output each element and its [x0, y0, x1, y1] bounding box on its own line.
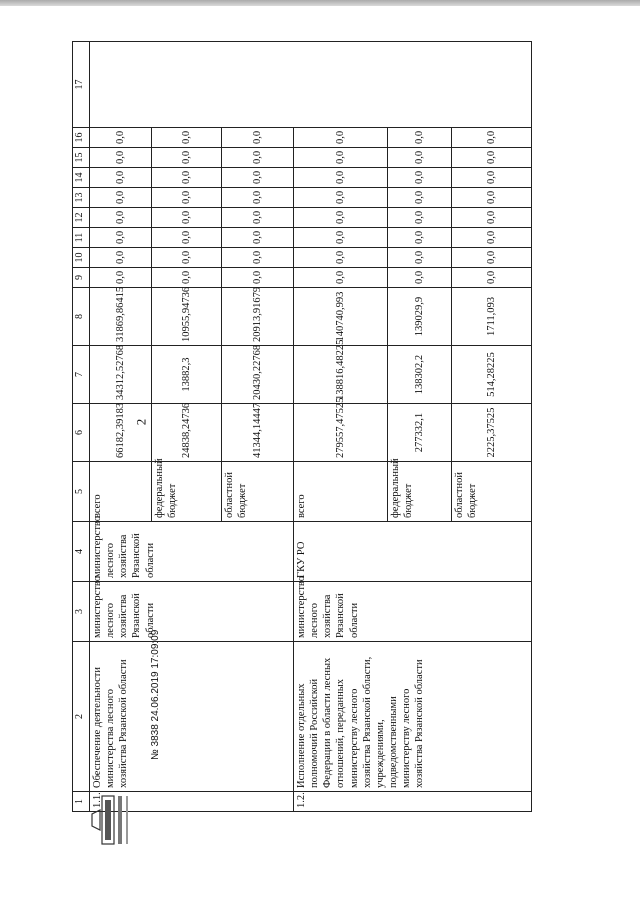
- col-head: 3: [73, 582, 90, 642]
- col-head: 6: [73, 404, 90, 462]
- col-head: 14: [73, 168, 90, 188]
- col-head: 7: [73, 346, 90, 404]
- col-head: 8: [73, 288, 90, 346]
- zero-cell: 0,0: [90, 148, 152, 168]
- zero-cell: 0,0: [90, 128, 152, 148]
- amount-total: 2225,37525: [452, 404, 532, 462]
- col-head: 5: [73, 462, 90, 522]
- col-head: 10: [73, 248, 90, 268]
- col-head: 15: [73, 148, 90, 168]
- zero-cell: 0,0: [388, 188, 452, 208]
- responsible-executor: министерство лесного хозяйства Рязанской области: [294, 582, 532, 642]
- amount-year-2: 1711,093: [452, 288, 532, 346]
- amount-total: 277332,1: [388, 404, 452, 462]
- zero-cell: 0,0: [388, 208, 452, 228]
- zero-cell: 0,0: [452, 188, 532, 208]
- col-head: 17: [73, 42, 90, 128]
- row-number: 1.2.: [294, 792, 532, 812]
- zero-cell: 0,0: [388, 268, 452, 288]
- funding-source: областной бюджет: [452, 462, 532, 522]
- zero-cell: 0,0: [294, 148, 388, 168]
- budget-table: [72, 41, 532, 812]
- amount-total: 24838,24736: [152, 404, 222, 462]
- zero-cell: 0,0: [90, 268, 152, 288]
- zero-cell: 0,0: [294, 128, 388, 148]
- notes-cell: [90, 42, 532, 128]
- amount-year-1: 514,28225: [452, 346, 532, 404]
- zero-cell: 0,0: [294, 228, 388, 248]
- zero-cell: 0,0: [294, 268, 388, 288]
- amount-year-2: 31869,86415: [90, 288, 152, 346]
- amount-year-1: 34312,52768: [90, 346, 152, 404]
- amount-year-1: 20430,22768: [222, 346, 294, 404]
- zero-cell: 0,0: [152, 188, 222, 208]
- amount-total: 279557,47525: [294, 404, 388, 462]
- amount-total: 41344,14447: [222, 404, 294, 462]
- zero-cell: 0,0: [152, 228, 222, 248]
- funding-source: всего: [90, 462, 152, 522]
- funding-source: федеральный бюджет: [388, 462, 452, 522]
- zero-cell: 0,0: [152, 148, 222, 168]
- funding-source: федеральный бюджет: [152, 462, 222, 522]
- amount-year-1: 138816,48225: [294, 346, 388, 404]
- document-signature-line: № 3838 24.06.2019 17:09:09: [150, 629, 161, 760]
- zero-cell: 0,0: [152, 268, 222, 288]
- table-row: [90, 42, 152, 812]
- amount-year-1: 13882,3: [152, 346, 222, 404]
- zero-cell: 0,0: [388, 148, 452, 168]
- zero-cell: 0,0: [222, 128, 294, 148]
- zero-cell: 0,0: [452, 168, 532, 188]
- zero-cell: 0,0: [452, 248, 532, 268]
- col-head: 13: [73, 188, 90, 208]
- col-head: 4: [73, 522, 90, 582]
- zero-cell: 0,0: [222, 248, 294, 268]
- zero-cell: 0,0: [152, 248, 222, 268]
- zero-cell: 0,0: [294, 208, 388, 228]
- zero-cell: 0,0: [388, 168, 452, 188]
- zero-cell: 0,0: [222, 148, 294, 168]
- zero-cell: 0,0: [452, 268, 532, 288]
- col-head: 2: [73, 642, 90, 792]
- page-number: 2: [133, 418, 149, 426]
- amount-year-2: 20913,91679: [222, 288, 294, 346]
- zero-cell: 0,0: [90, 248, 152, 268]
- amount-year-2: 140740,993: [294, 288, 388, 346]
- table-row: [294, 42, 388, 812]
- funding-source: всего: [294, 462, 388, 522]
- zero-cell: 0,0: [90, 228, 152, 248]
- zero-cell: 0,0: [388, 128, 452, 148]
- zero-cell: 0,0: [152, 168, 222, 188]
- zero-cell: 0,0: [452, 128, 532, 148]
- participant: ГКУ РО: [294, 522, 532, 582]
- zero-cell: 0,0: [294, 248, 388, 268]
- zero-cell: 0,0: [90, 208, 152, 228]
- zero-cell: 0,0: [222, 228, 294, 248]
- amount-year-1: 138302,2: [388, 346, 452, 404]
- amount-year-2: 139029,9: [388, 288, 452, 346]
- amount-year-2: 10955,94736: [152, 288, 222, 346]
- budget-table-wrapper: [72, 42, 552, 812]
- scan-top-edge: [0, 0, 640, 6]
- col-head: 11: [73, 228, 90, 248]
- zero-cell: 0,0: [388, 248, 452, 268]
- col-head: 16: [73, 128, 90, 148]
- zero-cell: 0,0: [222, 268, 294, 288]
- row-number: 1.1.: [90, 792, 294, 812]
- participant: министерство лесного хозяйства Рязанской области: [90, 522, 294, 582]
- zero-cell: 0,0: [222, 168, 294, 188]
- activity-name: Исполнение отдельных полномочий Российской Федерации в области лесных отношений, переданных министерству лесного хозяйства Рязанской области, учреждениями, подведомственными министерству лесного хозяйства Рязанской области: [294, 642, 532, 792]
- col-head: 9: [73, 268, 90, 288]
- zero-cell: 0,0: [294, 168, 388, 188]
- zero-cell: 0,0: [452, 148, 532, 168]
- zero-cell: 0,0: [152, 128, 222, 148]
- zero-cell: 0,0: [222, 188, 294, 208]
- responsible-executor: министерство лесного хозяйства Рязанской области: [90, 582, 294, 642]
- amount-total: 66182,39183: [90, 404, 152, 462]
- zero-cell: 0,0: [452, 208, 532, 228]
- col-head: 1: [73, 792, 90, 812]
- zero-cell: 0,0: [388, 228, 452, 248]
- col-head: 12: [73, 208, 90, 228]
- activity-name: Обеспечение деятельности министерства лесного хозяйства Рязанской области: [90, 642, 294, 792]
- zero-cell: 0,0: [452, 228, 532, 248]
- registration-stamp: [88, 792, 152, 848]
- zero-cell: 0,0: [90, 168, 152, 188]
- column-number-row: [73, 42, 90, 812]
- zero-cell: 0,0: [90, 188, 152, 208]
- stamp-icon: [88, 792, 152, 848]
- zero-cell: 0,0: [294, 188, 388, 208]
- funding-source: областной бюджет: [222, 462, 294, 522]
- zero-cell: 0,0: [222, 208, 294, 228]
- zero-cell: 0,0: [152, 208, 222, 228]
